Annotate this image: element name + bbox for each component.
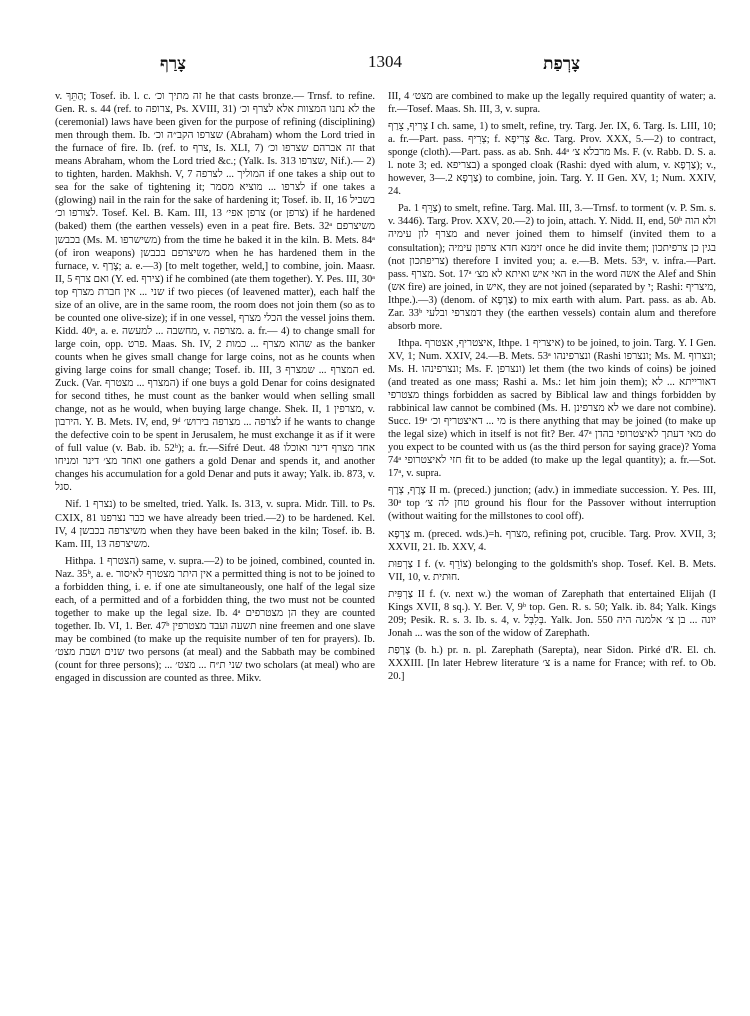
header-left-word: צָרַף [160,54,187,73]
header-right-word: צָרְפַת [543,54,580,73]
entry-tseraf-i: צְרִיף, צֵרַף I ch. same, 1) to smelt, refine, try. Targ. Jer. IX, 6. Targ. Is. LIII, 10; a. fr.—Part. pass. צְרִיף; f. צְרִיפָא &c. Targ. Prov. XXX, 5.—2) to contract, sponge (cloth).—Part. pass. as ab. Snh. 44ᵃ מרבלא צ׳ Ms. F. (v. Rabb. D. S. a. l. note 3; ed. בצריפא) a sponged cloak (Rashi: dyed with alum, v. צַרְפָא); v., however, צַרְפָא 2.—3) to combine, join. Targ. Y. II Gen. XV, 1; Num. XXIV, 24. [388,121,716,198]
entry-tsarpa: צַרְפָא m. (preced. wds.)=h. מצרף, refining pot, crucible. Targ. Prov. XVII, 3; XXVII, 21. Ib. XXV, 4. [388,528,716,553]
entry-tsarfat: צָרְפַת (b. h.) pr. n. pl. Zarephath (Sarepta), near Sidon. Pirké d'R. El. ch. XXXIII. [In later Hebrew literature צ׳ is a name for France; with ref. to Ob. 20.] [388,644,716,682]
entry-tseraf-ii: צֶרֶף, צְרָף II m. (preced.) junction; (adv.) in immediate succession. Y. Pes. III, 30ᵃ top טחן לה צ׳ ground his flour for the Passover without interruption (without waiting for the millstones to cool off). [388,485,716,523]
page-header [40,48,730,76]
page-number: 1304 [368,52,402,71]
entry-ithpa: Ithpa. איצטריף, אצטרף, Ithpe. איצריף 1) to be joined, to join. Targ. Y. I Gen. XV, 1; Num. XXIV, 24.—B. Mets. 53ᵃ ונצרפינהו (Rashi ונצרפו; Ms. M. ונצרוף; Ms. H. ונצרפינהו; Ms. F. ונצרפן) let them (the two kinds of coins) be joined (and treated as one mass; Rashi a. Ms.: let him join them); דאורייתא ... לא מצטרפי things forbidden as sacred by Biblical law and things forbidden by rabbinical law cannot be combined (Ms. H. לא מצרפינן we dare not combine). Succ. 19ᵃ מי ... דאיצטריף וכ׳ is there anything that may be joined (to make up the legal size) which in itself is not fit? Ber. 47ᵃ מאי דעתך לאיצטרופי בהדן do you expect to be counted with us (as the third person for saying grace)? Yoma 74ᵃ חזי לאיצטרופי fit to be added (to make up the legal quantity); a. fr.—Sot. 17ᵃ, v. supra. [388,337,716,480]
left-column [55,90,375,995]
entry-hithpa: Hithpa. הצטרף 1) same, v. supra.—2) to be joined, combined, counted in. Naz. 35ᵇ, a. e. אין היתר מצטרף לאיסור a permitted thing is not to be joined to a forbidden thing, i. e. if one ate simultaneously, one half of the legal size each, of a permitted and of a forbidden thing, the two must not be counted together to make up the legal size. Ib. 4ᵃ הן מצטרפים they are counted together. Ib. VI, 1. Ber. 47ᵇ תשעה ועבד מצטרפין nine freemen and one slave may be combined (to make up the requisite number of ten for prayers). Ib. שנים ושבת מצט׳ two persons (at meal) and the Sabbath may be combined (count for three persons); ... שני ת״ח ... מצט׳ two scholars (at meal) who are engaged in discussion are counted as three. Mikv. [55,555,375,685]
entry-continuation: III, 4 מצט׳ are combined to make up the legally required quantity of water; a. fr.—Tosef. Maas. Sh. III, 3, v. supra. [388,91,716,116]
entry-text: v. הַתֵּךְ; Tosef. ib. l. c. זה מתיך וכ׳ he that casts bronze.— Trnsf. to refine. Gen. R. s. 44 (ref. to צרופה, Ps. XVIII, 31) לא נתנו המצוות אלא לצרף וכ׳ the (ceremonial) laws have been given for the purpose of refining (disciplining) men through them. Ib. שצרפו הקב״ה וכ׳ (Abraham) whom the Lord tried in the furnace of fire. Ib. (ref. to צרף, Is. XLI, 7) זה אברהם שצרפו וכ׳ that means Abraham, whom the Lord tried &c.; (Yalk. Is. 313 שצרפו, Nif.).— 2) to tighten, harden. Makhsh. V, 7 המוליך ... לצרפה if one takes a ship out to sea for the sake of tightening it; לצרפו ... מוציא מסמר if one takes a (glowing) nail in the rain for the sake of hardening it; Tosef. ib. II, 16 בשביל לצורפו וכ׳. Tosef. Kel. B. Kam. III, 13 צרפן אפי׳ (or צרפן) if he hardened (baked) them (the earthen vessels) even in a peat fire. Bets. 32ᵃ משיצרפם בכבשן (Ms. M. משישרפו) from the time he baked it in the kiln. B. Mets. 84ᵃ (of iron weapons) משיצרפם בכבשן when he has hardened them in the furnace, v. צָרַף; a. e.—3) [to melt together, weld,] to combine, join. Maasr. II, 5 ואם צרף (Y. ed. צירף) if he combined (ate them together). Y. Pes. III, 30ᵃ top שני ... אין חברת מצרף if two pieces (of leavened matter), each half the size of an olive, are in the same room, the room does not join them (so as to be counted one olive-size); if in one vessel, הכלי מצרף the vessel joins them. Kidd. 40ᵃ, a. e. מחשבה ... למעשה, v. מצרפה. a. fr.— 4) to change small for large coin, opp. פרט. Maas. Sh. IV, 2 שהוא מצרף ... כמות as the banker counts when he gives small change for large coins, not as he counts when giving large coins for small change; Tosef. ib. III, 3 המצרף ... שמצרף ed. Zuck. (Var. המצרף ... מצטרף) if one buys a gold Denar for coins designated for second tithes, he must count as the banker would when selling small change, not as he would, when buying large change. Shek. II, 1 מצרפין, v. הירבון. Y. B. Mets. IV, end, 9ᵈ לצרפה ... מצרפה בירוש׳ if he wants to change the defective coin to be spent in Jerusalem, he must exchange it as if it were of full value (v. Bab. ib. 52ᵇ); a. fr.—Sifré Deut. 48 אחד מצרף דינר ואוכלו ואחד מצ׳ דינר ומניחו one gathers a gold Denar and spends it, and another changes his accumulation for a gold Denar and puts it away; Yalk. ib. 873, v. סגל. [55,91,375,494]
entry-tsarpit: צַרְפִּית II f. (v. next w.) the woman of Zarephath that entertained Elijah (I Kings XVII, 8 sq.). Y. Ber. V, 9ᵇ top. Gen. R. s. 50; Yalk. ib. 84; Yalk. Kings 209; Pesik. R. s. 3. Ib. s. 4, v. בְּלִבְּל. Yalk. Jon. 550 יונה ... בן צ׳ אלמנה היה Jonah ... was the son of the widow of Zarephath. [388,588,716,639]
right-column [388,90,716,995]
entry-nif: Nif. נצרף 1) to be smelted, tried. Yalk. Is. 313, v. supra. Midr. Till. to Ps. CXIX, 81 כבר נצרפנו we have already been tried.—2) to be hardened. Kel. IV, 4 משיצרפה בכבשן when they have been baked in the kiln; Tosef. ib. B. Kam. III, 13 משיצרפה. [55,499,375,550]
entry-pa: Pa. צַרֵּף 1) to smelt, refine. Targ. Mal. III, 3.—Trnsf. to torment (v. P. Sm. s. v. 3446). Targ. Prov. XXV, 20.—2) to join, attach. Y. Nidd. II, end, 50ᵇ ולא הוה מצרף לון עימיה and never joined them to himself (invited them to a consultation); זימנא חדא צרפון עימיה once he did invite them; בגין כן צרפיתכון (not צריפתכון) therefore I invited you; a. e.—B. Mets. 53ᵃ, v. infra.—Part. pass. מצרף. Sot. 17ᵃ האי איש ואיתא לא מצ׳ in the word אשה the Alef and Shin (אש fire) are joined, in איש, they are not joined (separated by י; Rashi: מיצריף, Ithpe.).—3) (denom. of צַרְפָא) to mix earth with alum. Part. pass. as ab. Ab. Zar. 33ᵇ דמצרפי ובלעי they (the earthen vessels) contain alum and therefore absorb more. [388,203,716,332]
entry-tsarfut: צַרְפוּת I f. (v. צוֹרֵף) belonging to the goldsmith's shop. Tosef. Kel. B. Mets. VII, 10, v. חוּתית. [388,558,716,583]
